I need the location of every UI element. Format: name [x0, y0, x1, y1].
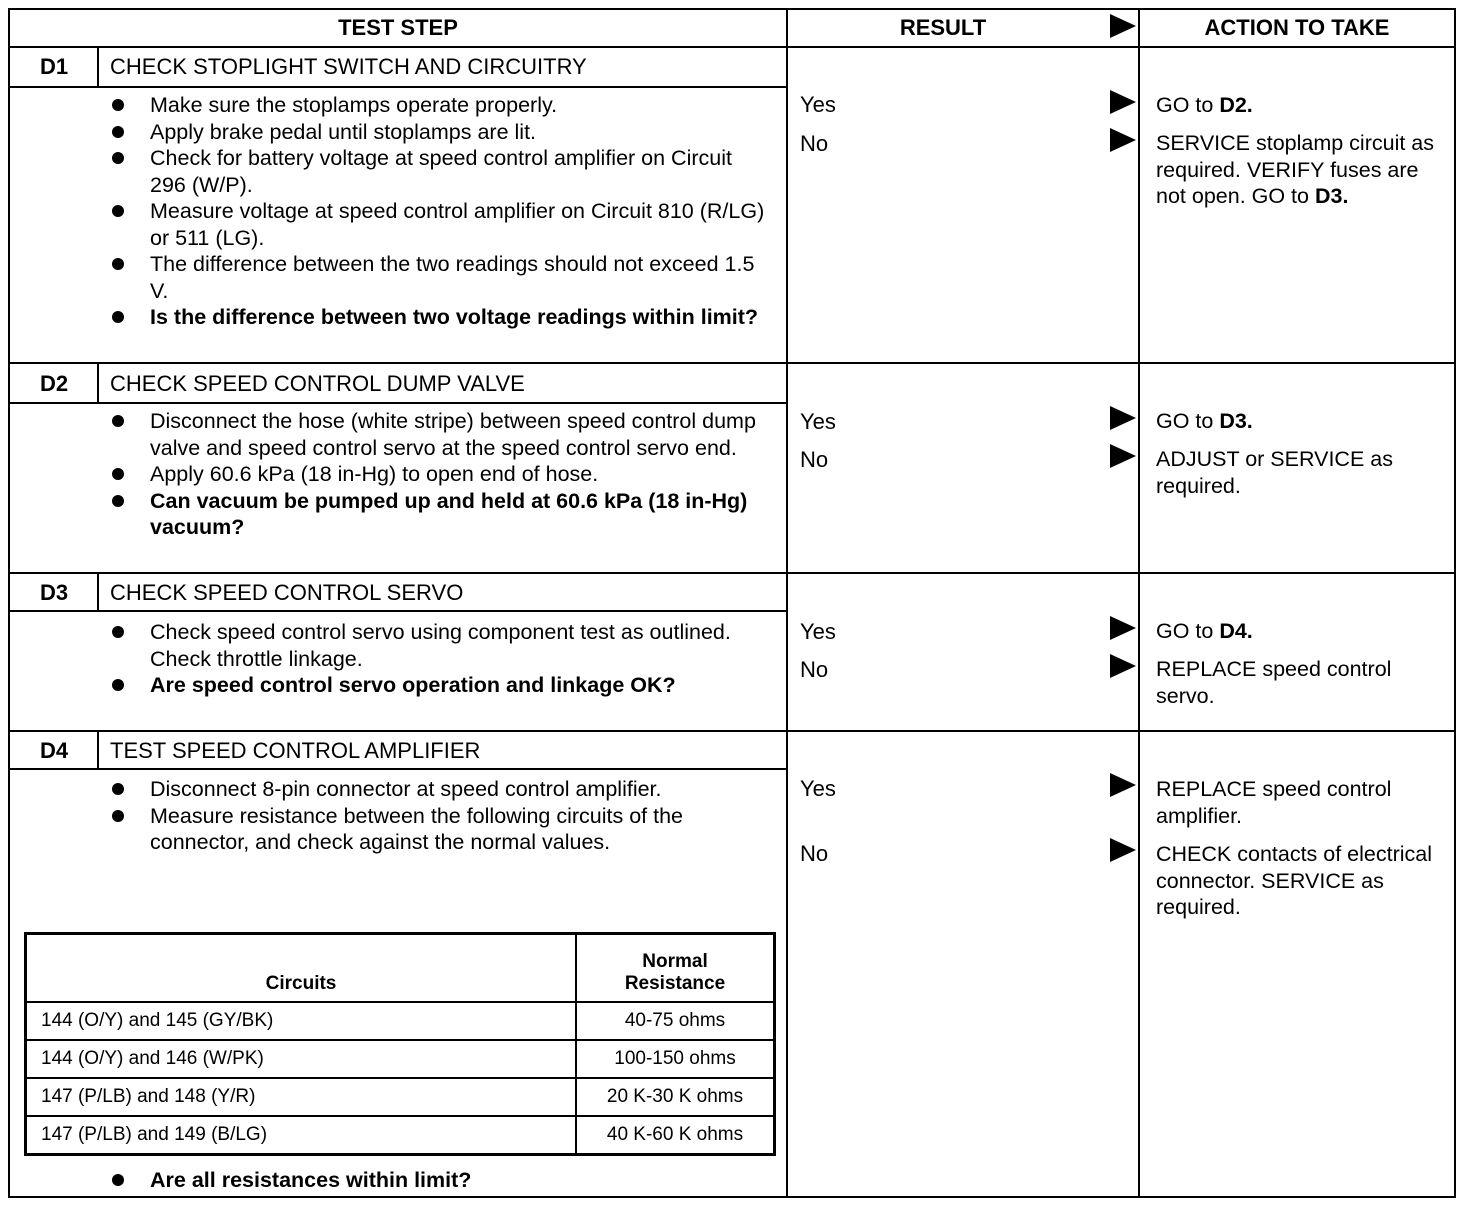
step-title-d3: CHECK SPEED CONTROL SERVO	[110, 580, 464, 605]
step-divider-d3	[10, 572, 1454, 574]
header-action: ACTION TO TAKE	[1204, 15, 1390, 40]
action-no-d3: REPLACE speed control servo.	[1156, 657, 1392, 708]
result-no-d2: No	[800, 447, 829, 472]
table-row	[26, 1116, 775, 1155]
header-arrow-icon	[1110, 14, 1136, 38]
bullet-item: Measure resistance between the following circuits of the connector, and check against the normal values.	[110, 803, 770, 856]
result-no-d4: No	[800, 841, 829, 866]
action-yes-d4: REPLACE speed control amplifier.	[1156, 777, 1392, 828]
result-yes-d2: Yes	[800, 409, 836, 434]
title-rule-d3	[10, 610, 786, 612]
bullet-item: Apply 60.6 kPa (18 in-Hg) to open end of hose.	[110, 461, 770, 488]
col-divider-result	[786, 10, 788, 1196]
action-no-d4: CHECK contacts of electrical connector. SERVICE as required.	[1156, 842, 1433, 919]
col-normal-label: Normal	[642, 951, 708, 972]
diagnostic-table	[8, 8, 1456, 1198]
action-text: SERVICE stoplamp circuit as required. VERIFY fuses are not open. GO to	[1156, 131, 1435, 208]
step-id-d2: D2	[39, 371, 69, 396]
step-title-d4: TEST SPEED CONTROL AMPLIFIER	[110, 738, 481, 763]
action-text: GO to	[1156, 619, 1220, 643]
resistance-cell: 100-150 ohms	[576, 1040, 775, 1078]
circuits-cell: 144 (O/Y) and 145 (GY/BK)	[26, 1002, 577, 1040]
col-circuits: Circuits	[26, 934, 577, 1003]
circuits-cell: 147 (P/LB) and 148 (Y/R)	[26, 1078, 577, 1116]
result-no-d3: No	[800, 657, 829, 682]
step-bullets-d1	[110, 92, 770, 331]
bullet-item: Check speed control servo using component test as outlined. Check throttle linkage.	[110, 619, 770, 672]
arrow-no-d3-icon	[1110, 654, 1136, 678]
title-rule-d1	[10, 86, 786, 88]
action-yes-d2	[1156, 408, 1451, 435]
step-id-d1: D1	[39, 54, 69, 79]
arrow-yes-d2-icon	[1110, 406, 1136, 430]
result-yes-d1: Yes	[800, 92, 836, 117]
action-no-d1	[1156, 130, 1451, 210]
action-no-d2: ADJUST or SERVICE as required.	[1156, 447, 1393, 498]
header-test-step: TEST STEP	[338, 15, 458, 40]
arrow-yes-d3-icon	[1110, 616, 1136, 640]
resistance-cell: 20 K-30 K ohms	[576, 1078, 775, 1116]
arrow-no-d4-icon	[1110, 838, 1136, 862]
action-yes-d3	[1156, 618, 1451, 645]
bullet-question: Can vacuum be pumped up and held at 60.6 kPa (18 in-Hg) vacuum?	[110, 488, 770, 541]
bullet-item: Disconnect 8-pin connector at speed control amplifier.	[110, 776, 770, 803]
result-yes-d4: Yes	[800, 776, 836, 801]
header-result: RESULT	[899, 15, 987, 40]
arrow-yes-d4-icon	[1110, 773, 1136, 797]
resistance-cell: 40-75 ohms	[576, 1002, 775, 1040]
step-bullets-d3	[110, 619, 770, 699]
resistance-table	[24, 932, 776, 1156]
result-yes-d3: Yes	[800, 619, 836, 644]
bullet-item: Measure voltage at speed control amplifier on Circuit 810 (R/LG) or 511 (LG).	[110, 198, 770, 251]
bullet-item: The difference between the two readings should not exceed 1.5 V.	[110, 251, 770, 304]
action-ref: D4.	[1219, 619, 1253, 643]
title-rule-d2	[10, 402, 786, 404]
step-id-d3: D3	[39, 580, 69, 605]
step-bullets-d4	[110, 776, 770, 856]
result-no-d1: No	[800, 131, 829, 156]
action-text: GO to	[1156, 93, 1220, 117]
step-divider-d4	[10, 730, 1454, 732]
action-ref: D3.	[1314, 184, 1349, 208]
action-ref: D3.	[1219, 409, 1253, 433]
arrow-no-d2-icon	[1110, 444, 1136, 468]
circuits-cell: 147 (P/LB) and 149 (B/LG)	[26, 1116, 577, 1155]
col-divider-action	[1138, 10, 1140, 1196]
col-resistance-label: Resistance	[624, 973, 726, 994]
bullet-item: Check for battery voltage at speed control amplifier on Circuit 296 (W/P).	[110, 145, 770, 198]
title-rule-d4	[10, 768, 786, 770]
action-text: GO to	[1156, 409, 1220, 433]
table-row	[26, 1040, 775, 1078]
bullet-item: Make sure the stoplamps operate properly.	[110, 92, 770, 119]
header-divider	[10, 46, 1454, 48]
step-id-d4: D4	[39, 738, 69, 763]
resistance-cell: 40 K-60 K ohms	[576, 1116, 775, 1155]
step-bullets-d2	[110, 408, 770, 541]
table-row	[26, 1078, 775, 1116]
action-yes-d1	[1156, 92, 1451, 119]
col-normal-resistance	[576, 934, 775, 1003]
bullet-question: Is the difference between two voltage readings within limit?	[110, 304, 770, 331]
bullet-question: Are all resistances within limit?	[110, 1167, 770, 1194]
step-title-d1: CHECK STOPLIGHT SWITCH AND CIRCUITRY	[110, 54, 587, 79]
arrow-yes-d1-icon	[1110, 90, 1136, 114]
step-title-d2: CHECK SPEED CONTROL DUMP VALVE	[110, 371, 525, 396]
action-ref: D2.	[1219, 93, 1253, 117]
step-bullets-d4-final	[110, 1167, 770, 1194]
bullet-question: Are speed control servo operation and linkage OK?	[110, 672, 770, 699]
bullet-item: Apply brake pedal until stoplamps are lit.	[110, 119, 770, 146]
table-row	[26, 1002, 775, 1040]
table-header-row	[26, 934, 775, 1003]
circuits-cell: 144 (O/Y) and 146 (W/PK)	[26, 1040, 577, 1078]
step-divider-d2	[10, 362, 1454, 364]
arrow-no-d1-icon	[1110, 128, 1136, 152]
bullet-item: Disconnect the hose (white stripe) between speed control dump valve and speed control servo at the speed control servo end.	[110, 408, 770, 461]
